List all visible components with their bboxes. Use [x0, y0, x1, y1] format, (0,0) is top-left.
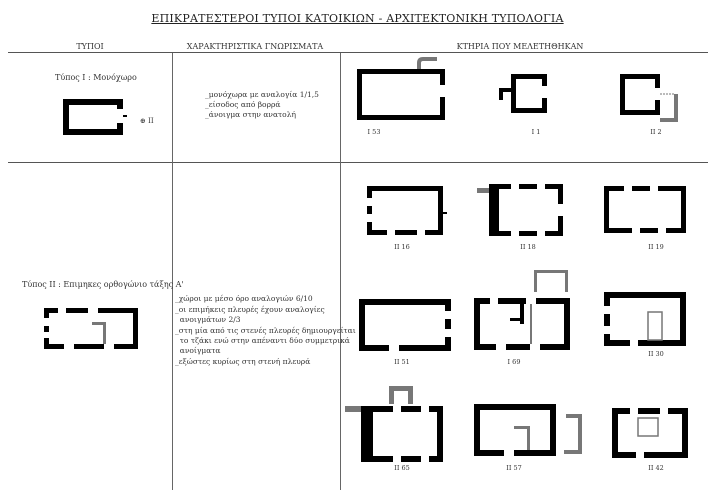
column-divider-1 [172, 53, 173, 490]
type2-feature-5: το τζάκι ενώ στην απέναντι δύο συμμετρικά [175, 336, 350, 345]
building-label-ii57: ΙΙ 57 [506, 464, 522, 472]
building-ii19-plan [600, 182, 690, 240]
table-divider-top [8, 52, 708, 53]
building-label-i69: Ι 69 [507, 358, 521, 366]
type2-feature-2: _οι επιμήκεις πλευρές έχουν αναλογίες [175, 305, 325, 314]
building-ii42-plan [608, 404, 693, 464]
building-label-ii19: ΙΙ 19 [648, 243, 664, 251]
building-i1-plan [497, 72, 557, 122]
type2-plan [40, 300, 145, 360]
building-label-ii18: ΙΙ 18 [520, 243, 536, 251]
building-ii51-plan [355, 295, 455, 355]
table-divider-middle [8, 162, 708, 163]
type1-feature-3: _άνοιγμα στην ανατολή [205, 110, 296, 119]
col-header-types: ΤΥΠΟΙ [76, 42, 104, 51]
building-label-ii30: ΙΙ 30 [648, 350, 664, 358]
building-i53-plan [355, 55, 460, 125]
building-label-ii2: ΙΙ 2 [650, 128, 662, 136]
building-label-ii16: ΙΙ 16 [394, 243, 410, 251]
building-ii16-plan [365, 182, 455, 242]
building-label-i1: Ι 1 [531, 128, 541, 136]
building-ii30-plan [600, 288, 690, 350]
type2-feature-3: ανοιγμάτων 2/3 [175, 315, 241, 324]
type2-name: Τύπος ΙΙ : Επιμηκες ορθογώνιο τάξης Α' [22, 280, 184, 289]
type1-marker: ⊕ II [140, 117, 154, 125]
type1-feature-2: _είσοδος από βορρά [205, 100, 281, 109]
col-header-features: ΧΑΡΑΚΤΗΡΙΣΤΙΚΑ ΓΝΩΡΙΣΜΑΤΑ [186, 42, 324, 51]
type2-feature-1: _χώροι με μέσο όρο αναλογιών 6/10 [175, 294, 313, 303]
type1-name: Τύπος Ι : Μονόχωρο [55, 73, 137, 82]
building-label-ii51: ΙΙ 51 [394, 358, 410, 366]
type2-feature-4: _στη μία από τις στενές πλευρές δημιουργείται [175, 326, 356, 335]
building-ii2-plan [618, 72, 678, 124]
building-label-i53: Ι 53 [367, 128, 381, 136]
building-label-ii42: ΙΙ 42 [648, 464, 664, 472]
building-label-ii65: ΙΙ 65 [394, 464, 410, 472]
col-header-buildings: ΚΤΗΡΙΑ ΠΟΥ ΜΕΛΕΤΗΘΗΚΑΝ [456, 42, 584, 51]
page-title: ΕΠΙΚΡΑΤΕΣΤΕΡΟΙ ΤΥΠΟΙ ΚΑΤΟΙΚΙΩΝ - ΑΡΧΙΤΕΚΤΟΝΙΚΗ ΤΥΠΟΛΟΓΙΑ [151, 12, 564, 25]
type1-feature-1: _μονόχωρα με αναλογία 1/1,5 [205, 90, 319, 99]
type2-feature-6: ανοίγματα [175, 346, 221, 355]
type2-feature-7: _εξώστες κυρίως στη στενή πλευρά [175, 357, 311, 366]
column-divider-2 [340, 53, 341, 490]
building-i69-plan [470, 268, 580, 358]
building-ii18-plan [475, 180, 570, 240]
building-ii57-plan [470, 400, 585, 462]
building-ii65-plan [343, 382, 453, 462]
